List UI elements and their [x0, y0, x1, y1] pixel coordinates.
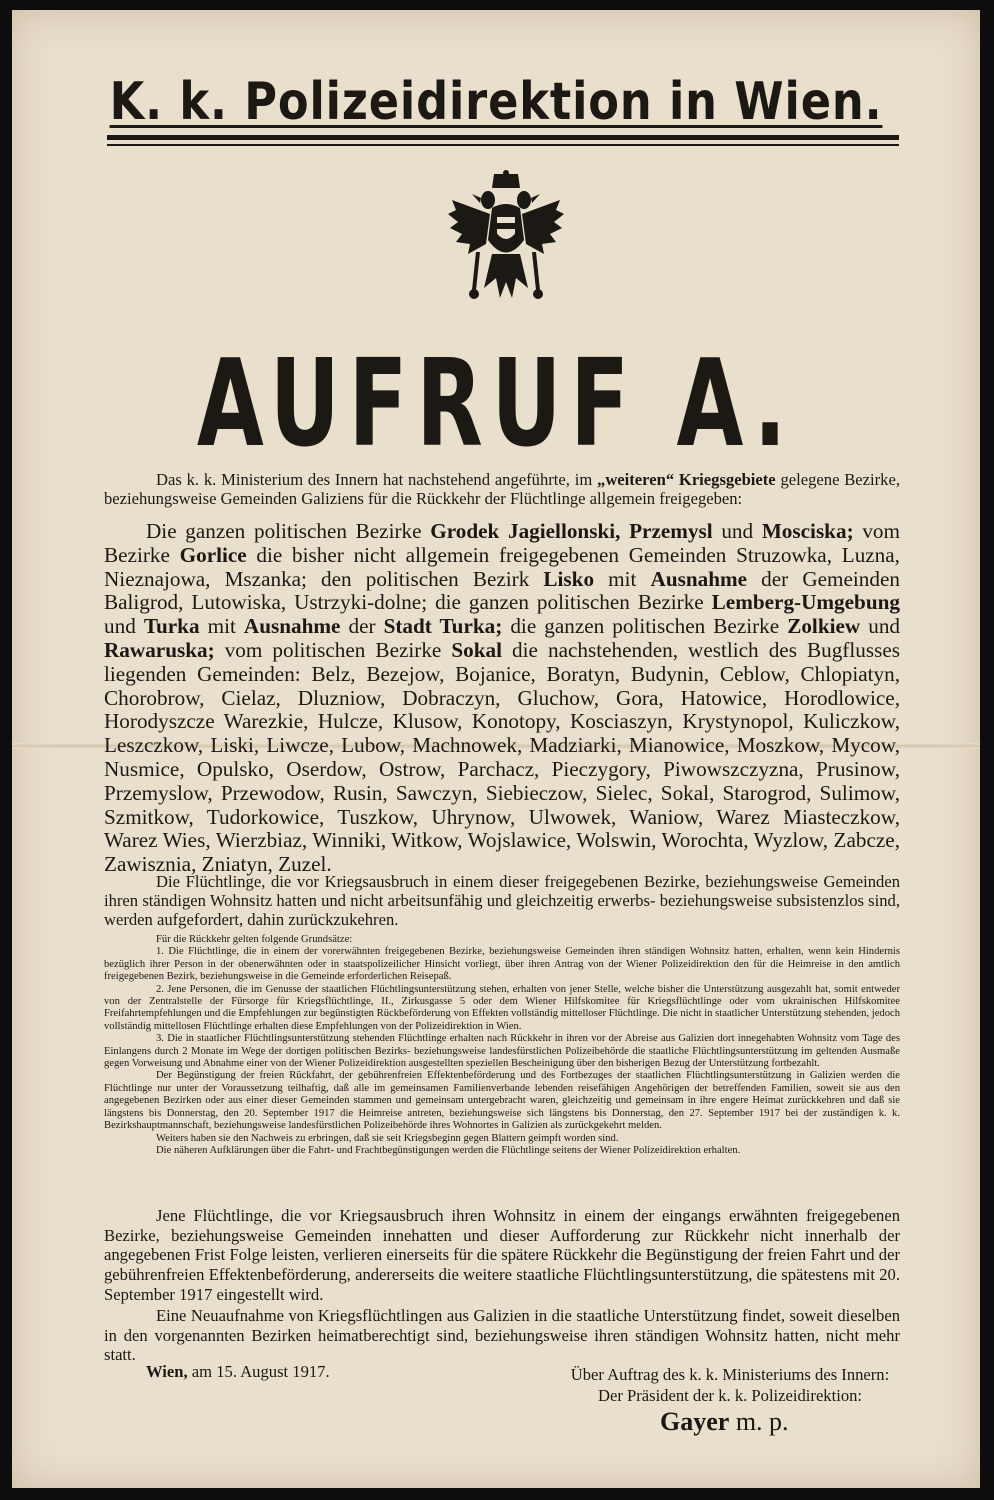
header-rule-thin: [107, 144, 899, 146]
signature: Gayer m. p.: [660, 1407, 789, 1436]
rules-heading: Für die Rückkehr gelten folgende Grundsätze:: [156, 934, 353, 945]
rule-item: 1. Die Flüchtlinge, die in einem der vorerwähnten freigegebenen Bezirke, beziehungsweise Gemeinden ihren ständigen Wohnsitz hatten, erhalten, wenn kein Hindernis bezüglich ihrer Person in der obenerwähnten oder in staatspolizeilicher Hinsicht vorliegt, über ihren Antrag von der Wiener Polizeidirektion den für die Heimreise in den amtlich freigegebenen Bezirk, beziehungsweise in die Gemeinde erforderlichen Reisepaß.: [104, 946, 900, 983]
signer-block: [560, 1364, 900, 1406]
consequence-paragraph: Jene Flüchtlinge, die vor Kriegsausbruch ihren Wohnsitz in einem der eingangs erwähnten freigegebenen Bezirke, beziehungsweise Gemeinden innehatten und dieser Aufforderung zur Rückkehr nicht innerhalb der angegebenen Frist Folge leisten, verlieren einerseits für die spätere Rückkehr die Begünstigung der freien Fahrt und der gebührenfreien Effektenbeförderung, andererseits die weitere staatliche Flüchtlingsunterstützung, die spätestens mit 20. September 1917 eingestellt wird.: [104, 1206, 900, 1304]
header-title: K. k. Polizeidirektion in Wien.: [109, 72, 883, 132]
double-headed-eagle-icon: [446, 170, 566, 315]
no-new-admission-paragraph: Eine Neuaufnahme von Kriegsflüchtlingen aus Galizien in die staatliche Unterstützung findet, soweit dieselben in den vorgenannten Bezirken heimatberechtigt sind, beziehungsweise ihren ständigen Wohnsitz hatten, nicht mehr statt.: [104, 1306, 900, 1365]
rule-item: Weiters haben sie den Nachweis zu erbringen, daß sie seit Kriegsbeginn gegen Blattern geimpft worden sind.: [156, 1132, 619, 1144]
header-rule-thick: [107, 135, 899, 140]
poster-sheet: [12, 10, 980, 1488]
date-line: Wien, am 15. August 1917.: [146, 1362, 330, 1381]
rule-item: 2. Jene Personen, die im Genusse der staatlichen Flüchtlingsunterstützung stehen, erhalten von jener Stelle, welche bisher die Unterstützung ausgezahlt hat, somit entweder von der Zentralstelle der Fürsorge für Kriegsflüchtlinge, II., Zirkusgasse 5 oder dem Wiener Hilfskomitee für Kriegsflüchtlinge oder vom ukrainischen Hilfskomitee Freifahrtempfehlungen und die Empfehlungen zur begünstigten Rückbeförderung von Effekten vollständig mittelloser Flüchtlinge. Die nicht in staatlicher Unterstützung stehenden, jedoch vollständig mittellosen Flüchtlinge erhalten diese Empfehlungen von der Polizeidirektion in Wien.: [104, 983, 900, 1032]
rule-item: Der Begünstigung der freien Rückfahrt, der gebührenfreien Effektenbeförderung und des Fortbezuges der staatlichen Flüchtlingsunterstützung in Galizien werden die Flüchtlinge nur unter der Voraussetzung teilhaftig, daß alle im gemeinsamen Familienverbande lebenden reisefähigen Angehörigen der betreffenden Familien, soweit sie aus den angegebenen Bezirken oder aus einer dieser Gemeinden stammen und gemeinsam untergebracht waren, gleichzeitig und gemeinsam in ihre engere Heimat zurückkehren und daß sie längstens bis Donnerstag, den 20. September 1917 die Heimreise antreten, beziehungsweise sich längstens bis Donnerstag, den 27. September 1917 bei der zuständigen k. k. Bezirkshauptmannschaft, beziehungsweise landesfürstlichen Polizeibehörde ihres Wohnortes in Galizien als zurückgekehrt melden.: [104, 1070, 900, 1132]
signer-line-1: Über Auftrag des k. k. Ministeriums des Innern:: [570, 1365, 890, 1384]
rules-section: [104, 934, 900, 1157]
districts-paragraph: Die ganzen politischen Bezirke Grodek Jagiellonski, Przemysl und Mosciska; vom Bezirke Gorlice die bisher nicht allgemein freigegebenen Gemeinden Struzowka, Luzna, Nieznajowa, Mszanka; den politischen Bezirk Lisko mit Ausnahme der Gemeinden Baligrod, Lutowiska, Ustrzyki-dolne; die ganzen politischen Bezirke Lemberg-Umgebung und Turka mit Ausnahme der Stadt Turka; die ganzen politischen Bezirke Zolkiew und Rawaruska; vom politischen Bezirke Sokal die nachstehenden, westlich des Bugflusses liegenden Gemeinden: Belz, Bezejow, Bojanice, Boratyn, Budynin, Ceblow, Chlopiatyn, Chorobrow, Cielaz, Dluzniow, Dobraczyn, Gluchow, Gora, Hatowice, Horodlowice, Horodyszcze Warezkie, Hulcze, Klusow, Konotopy, Kosciaszyn, Krystynopol, Kuliczkow, Leszczkow, Liski, Liwcze, Lubow, Machnowek, Madziarki, Mianowice, Moszkow, Mycow, Nusmice, Opulsko, Oserdow, Ostrow, Parchacz, Pieczygory, Piwowszczyzna, Prusinow, Przemyslow, Przewodow, Rusin, Sawczyn, Siebieczow, Sielec, Sokal, Starogrod, Sulimow, Szmitkow, Tudorkowice, Tuszkow, Uhrynow, Ulwowek, Waniow, Warez Miasteczkow, Warez Wies, Wierzbiaz, Winniki, Witkow, Wojslawice, Wolswin, Worochta, Wyzlow, Zabcze, Zawisznia, Zniatyn, Zuzel.: [104, 519, 901, 877]
return-call-paragraph: Die Flüchtlinge, die vor Kriegsausbruch in einem dieser freigegebenen Bezirke, beziehungsweise Gemeinden ihren ständigen Wohnsitz hatten und nicht arbeitsunfähig und gleichzeitig erwerbs- beziehungsweise subsistenzlos sind, werden aufgefordert, dahin zurückzukehren.: [104, 872, 900, 929]
rule-item: 3. Die in staatlicher Flüchtlingsunterstützung stehenden Flüchtlinge erhalten nach Rückkehr in ihren vor der Abreise aus Galizien dort innegehabten Wohnsitz vom Tage des Einlangens durch 2 Monate im Wege der dortigen politischen Bezirks- beziehungsweise landesfürstlichen Polizeibehörde die staatliche Flüchtlingsunterstützung im geltenden Ausmaße gegen Vorweisung und Abnahme einer von der Wiener Polizeidirektion ausgestellten speziellen Bescheinigung über den bisherigen Bezug der Unterstützung fortbezahlt.: [104, 1033, 900, 1070]
rule-item: Die näheren Aufklärungen über die Fahrt- und Frachtbegünstigungen werden die Flüchtlinge seitens der Wiener Polizeidirektion erhalten.: [156, 1144, 741, 1156]
main-title: AUFRUF A.: [196, 335, 796, 474]
intro-paragraph: Das k. k. Ministerium des Innern hat nachstehend angeführte, im „weiteren“ Kriegsgebiete gelegene Bezirke, beziehungsweise Gemeinden Galiziens für die Rückkehr der Flüchtlinge allgemein freigegeben:: [104, 470, 900, 508]
signer-line-2: Der Präsident der k. k. Polizeidirektion:: [597, 1386, 863, 1405]
